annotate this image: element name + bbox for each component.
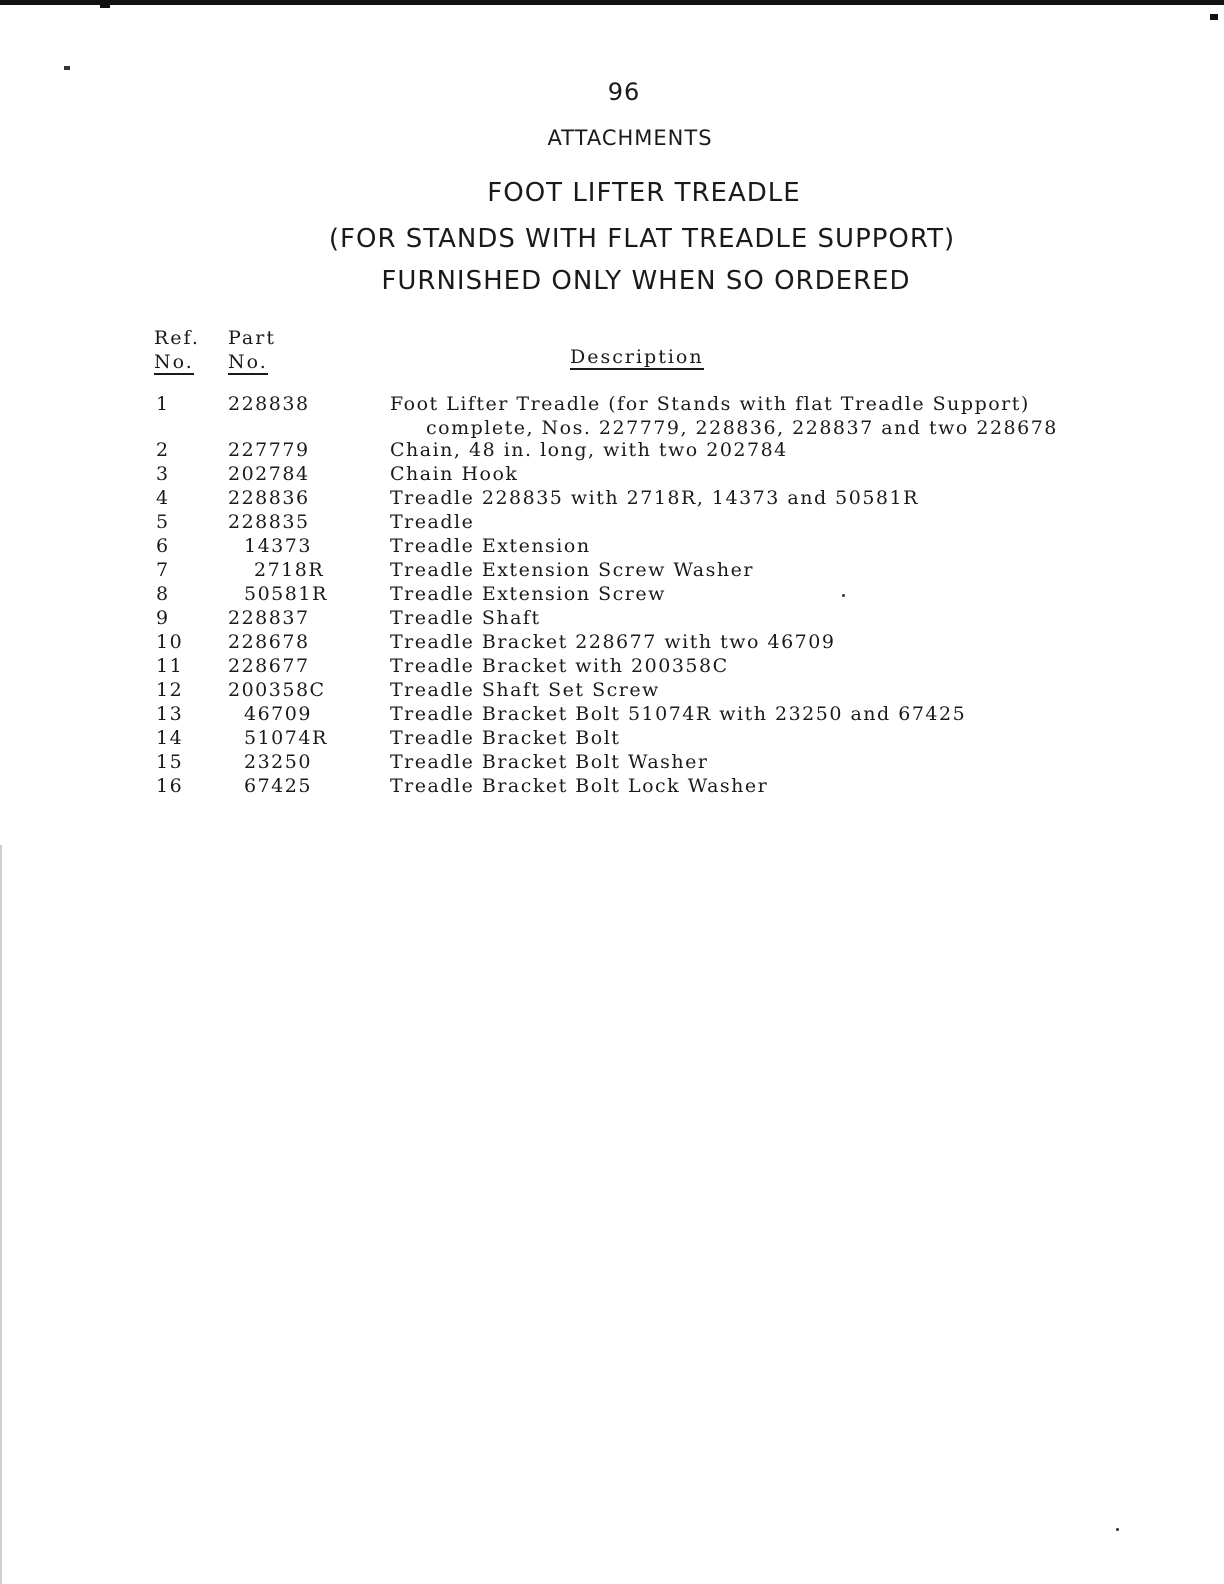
table-row [0, 774, 1224, 798]
table-row [0, 558, 1224, 582]
ref-number: 13 [156, 703, 184, 725]
parts-list [0, 392, 1224, 798]
part-description: Chain, 48 in. long, with two 202784 [390, 439, 788, 461]
part-description: Treadle 228835 with 2718R, 14373 and 50581R [390, 487, 919, 509]
table-row [0, 582, 1224, 606]
corner-scan-mark [1210, 14, 1218, 20]
part-number: 228677 [228, 655, 310, 677]
part-number: 67425 [244, 775, 312, 797]
part-description: Treadle Bracket Bolt Lock Washer [390, 775, 769, 797]
description-continuation: complete, Nos. 227779, 228836, 228837 and two 228678 [426, 417, 1058, 439]
part-no-column-header [228, 326, 276, 375]
part-header-line2: No. [228, 351, 268, 373]
ref-number: 15 [156, 751, 184, 773]
table-row [0, 392, 1224, 438]
scan-speck [100, 0, 110, 8]
part-header-line1: Part [228, 327, 276, 349]
ref-number: 12 [156, 679, 184, 701]
part-description: Treadle Bracket Bolt 51074R with 23250 and 67425 [390, 703, 967, 725]
part-description: Treadle Shaft Set Screw [390, 679, 660, 701]
section-title: ATTACHMENTS [547, 126, 713, 150]
ref-number: 9 [156, 607, 170, 629]
part-number: 228836 [228, 487, 310, 509]
part-number: 228678 [228, 631, 310, 653]
table-row [0, 654, 1224, 678]
ref-number: 7 [156, 559, 170, 581]
ref-header-line1: Ref. [154, 327, 200, 349]
part-description: Treadle Extension Screw [390, 583, 666, 605]
part-number: 228837 [228, 607, 310, 629]
table-row [0, 606, 1224, 630]
part-number: 228838 [228, 393, 310, 415]
part-number: 23250 [244, 751, 312, 773]
ref-number: 2 [156, 439, 170, 461]
table-row [0, 438, 1224, 462]
ref-number: 10 [156, 631, 184, 653]
part-description: Treadle Extension Screw Washer [390, 559, 754, 581]
order-note: FURNISHED ONLY WHEN SO ORDERED [381, 266, 911, 296]
ref-number: 5 [156, 511, 170, 533]
part-number: 46709 [244, 703, 312, 725]
part-number: 51074R [244, 727, 328, 749]
table-row [0, 678, 1224, 702]
table-row [0, 462, 1224, 486]
table-row [0, 510, 1224, 534]
part-description: Treadle Bracket Bolt [390, 727, 621, 749]
table-row [0, 750, 1224, 774]
part-description [390, 392, 1058, 440]
description-header-label: Description [570, 346, 704, 368]
table-row [0, 630, 1224, 654]
ref-number: 14 [156, 727, 184, 749]
description-line: Foot Lifter Treadle (for Stands with flat Treadle Support) [390, 393, 1030, 415]
ref-header-line2: No. [154, 351, 194, 373]
scan-speck [1116, 1528, 1119, 1531]
ref-number: 6 [156, 535, 170, 557]
ref-number: 11 [156, 655, 184, 677]
table-row [0, 726, 1224, 750]
part-number: 200358C [228, 679, 326, 701]
top-scan-rule [0, 0, 1224, 5]
part-description: Treadle Bracket with 200358C [390, 655, 729, 677]
part-description: Treadle Bracket Bolt Washer [390, 751, 709, 773]
part-description: Treadle Bracket 228677 with two 46709 [390, 631, 836, 653]
page-subtitle: (FOR STANDS WITH FLAT TREADLE SUPPORT) [328, 224, 956, 254]
part-number: 2718R [254, 559, 325, 581]
part-number: 228835 [228, 511, 310, 533]
part-description: Treadle Extension [390, 535, 591, 557]
ref-number: 1 [156, 393, 170, 415]
part-description: Treadle [390, 511, 475, 533]
scan-speck [64, 66, 70, 70]
description-column-header [570, 345, 704, 370]
ref-number: 16 [156, 775, 184, 797]
page-number: 96 [607, 78, 641, 106]
part-description: Chain Hook [390, 463, 519, 485]
part-number: 202784 [228, 463, 310, 485]
ref-number: 8 [156, 583, 170, 605]
page-edge-shadow [0, 845, 2, 1584]
ref-number: 4 [156, 487, 170, 509]
part-description: Treadle Shaft [390, 607, 541, 629]
ref-no-column-header [154, 326, 200, 375]
table-row [0, 534, 1224, 558]
ref-number: 3 [156, 463, 170, 485]
part-number: 50581R [244, 583, 328, 605]
table-row [0, 702, 1224, 726]
page-title: FOOT LIFTER TREADLE [487, 178, 801, 208]
part-number: 227779 [228, 439, 310, 461]
part-number: 14373 [244, 535, 312, 557]
table-row [0, 486, 1224, 510]
